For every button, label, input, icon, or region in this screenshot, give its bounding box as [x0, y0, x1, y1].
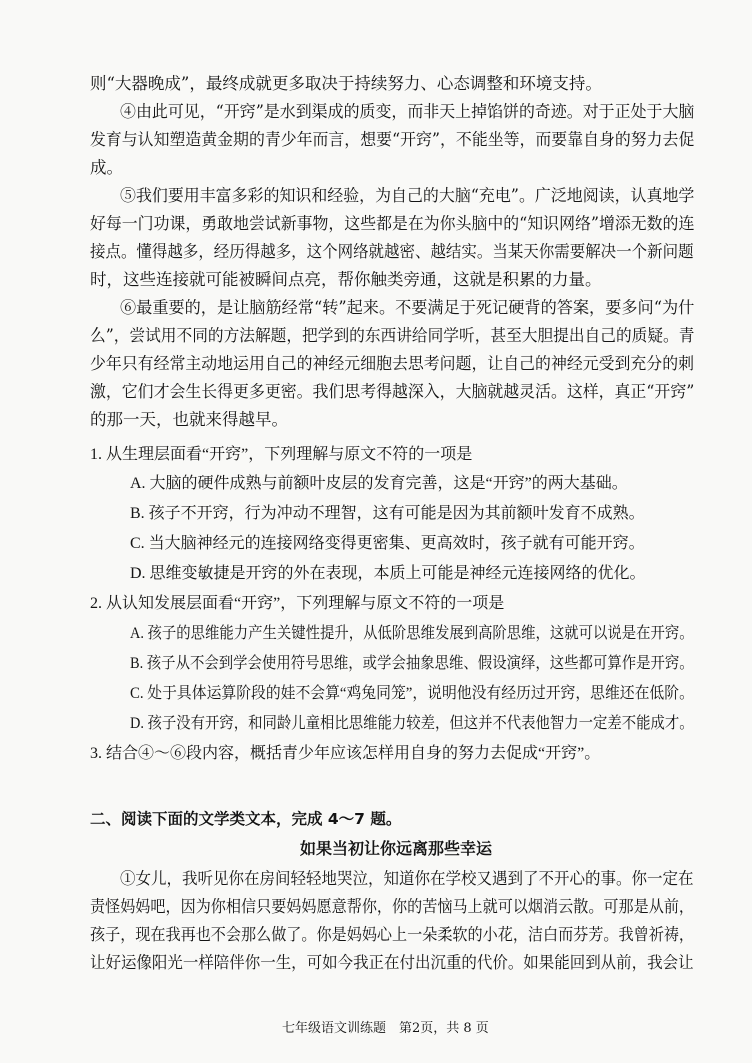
story-paragraph-1-line-2: 责怪妈妈吧，因为你相信只要妈妈愿意帮你，你的苦恼马上就可以烟消云散。可那是从前，: [90, 897, 695, 916]
paragraph-6-line-2: 么”，尝试用不同的方法解题，把学到的东西讲给同学听，甚至大胆提出自己的质疑。青: [90, 326, 695, 345]
story-title: 如果当初让你远离那些幸运: [300, 839, 493, 858]
paragraph-6-line-5: 的那一天，也就来得越早。: [90, 410, 288, 429]
paragraph-5-line-4: 时，这些连接就可能被瞬间点亮，帮你触类旁通，这就是积累的力量。: [90, 270, 602, 289]
question-2-option-d: D. 孩子没有开窍，和同龄儿童相比思维能力较差，但这并不代表他智力一定差不能成才。: [130, 715, 694, 732]
question-2-option-a: A. 孩子的思维能力产生关键性提升，从低阶思维发展到高阶思维，这就可以说是在开窍。: [130, 625, 694, 642]
question-1-option-b: B. 孩子不开窍，行为冲动不理智，这有可能是因为其前额叶发育不成熟。: [130, 505, 645, 522]
question-1-option-a: A. 大脑的硬件成熟与前额叶皮层的发育完善，这是“开窍”的两大基础。: [130, 475, 628, 492]
question-1-option-d: D. 思维变敏捷是开窍的外在表现，本质上可能是神经元连接网络的优化。: [130, 565, 646, 582]
paragraph-6-line-1: ⑥最重要的，是让脑筋经常“转”起来。不要满足于死记硬背的答案，要多问“为什: [120, 298, 695, 317]
question-3-stem: 3. 结合④～⑥段内容，概括青少年应该怎样用自身的努力去促成“开窍”。: [90, 745, 601, 762]
paragraph-4-line-3: 成。: [90, 158, 123, 177]
question-1-stem: 1. 从生理层面看“开窍”，下列理解与原文不符的一项是: [90, 446, 473, 463]
paragraph-5-line-1: ⑤我们要用丰富多彩的知识和经验，为自己的大脑“充电”。广泛地阅读，认真地学: [120, 186, 695, 205]
question-1-option-c: C. 当大脑神经元的连接网络变得更密集、更高效时，孩子就有可能开窍。: [130, 535, 645, 552]
paragraph-4-line-2: 发育与认知塑造黄金期的青少年而言，想要“开窍”，不能坐等，而要靠自身的努力去促: [90, 130, 695, 149]
page-footer: 七年级语文训练题 第2页，共 8 页: [282, 1021, 489, 1036]
passage-paragraph-continuation: 则“大器晚成”，最终成就更多取决于持续努力、心态调整和环境支持。: [90, 74, 602, 93]
paragraph-6-line-4: 激，它们才会生长得更多更密。我们思考得越深入，大脑就越灵活。这样，真正“开窍”: [90, 382, 695, 401]
paragraph-4-line-1: ④由此可见，“开窍”是水到渠成的质变，而非天上掉馅饼的奇迹。对于正处于大脑: [120, 102, 695, 121]
story-paragraph-1-line-1: ①女儿，我听见你在房间轻轻地哭泣，知道你在学校又遇到了不开心的事。你一定在: [120, 869, 694, 888]
story-paragraph-1-line-3: 孩子，现在我再也不会那么做了。你是妈妈心上一朵柔软的小花，洁白而芬芳。我曾祈祷，: [90, 925, 695, 944]
paragraph-6-line-3: 少年只有经常主动地运用自己的神经元细胞去思考问题，让自己的神经元受到充分的刺: [90, 354, 694, 373]
story-paragraph-1-line-4: 让好运像阳光一样陪伴你一生，可如今我正在付出沉重的代价。如果能回到从前，我会让: [90, 953, 694, 972]
question-2-option-b: B. 孩子从不会到学会使用符号思维，或学会抽象思维、假设演绎，这些都可算作是开窍。: [130, 655, 694, 672]
question-2-option-c: C. 处于具体运算阶段的娃不会算“鸡兔同笼”，说明他没有经历过开窍，思维还在低阶。: [130, 685, 694, 702]
question-2-stem: 2. 从认知发展层面看“开窍”，下列理解与原文不符的一项是: [90, 595, 505, 612]
section-2-heading: 二、阅读下面的文学类文本，完成 4～7 题。: [90, 810, 402, 828]
paragraph-5-line-2: 好每一门功课，勇敢地尝试新事物，这些都是在为你头脑中的“知识网络”增添无数的连: [90, 214, 695, 233]
paragraph-5-line-3: 接点。懂得越多，经历得越多，这个网络就越密、越结实。当某天你需要解决一个新问题: [90, 242, 694, 261]
